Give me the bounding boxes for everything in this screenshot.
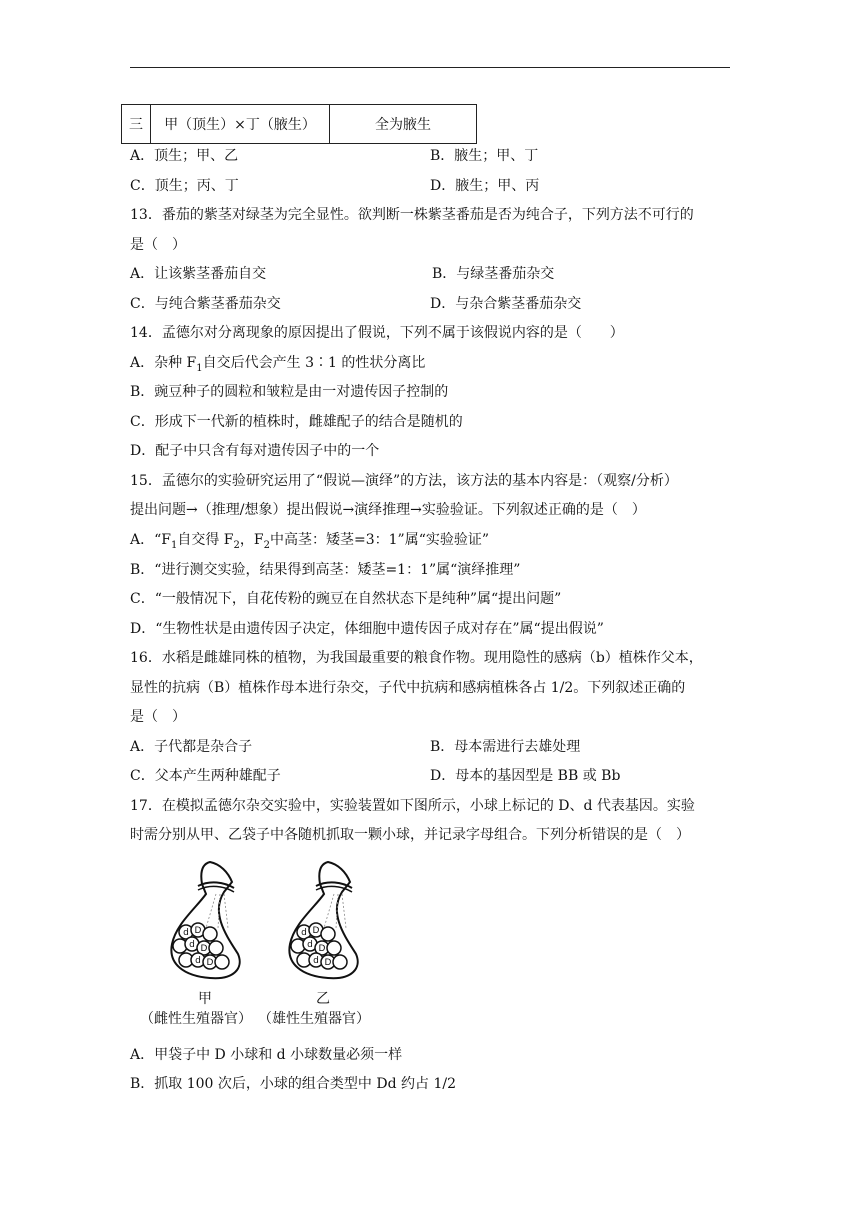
bag-jia-label: 甲 (198, 991, 212, 1007)
option-16d: D．母本的基因型是 BB 或 Bb (430, 768, 621, 784)
svg-text:d: d (313, 956, 319, 966)
option-14c: C．形成下一代新的植株时，雌雄配子的结合是随机的 (130, 414, 463, 430)
option-15d: D．“生物性状是由遗传因子决定，体细胞中遗传因子成对存在”属“提出假说” (130, 621, 604, 637)
svg-text:D: D (194, 926, 202, 936)
table-cell-num: 三 (122, 105, 151, 144)
bag-yi-icon (289, 862, 357, 978)
question-17-stem-cont: 时需分别从甲、乙袋子中各随机抓取一颗小球，并记录字母组合。下列分析错误的是（ ） (130, 827, 690, 843)
svg-text:d: d (189, 940, 195, 950)
option-13c: C．与纯合紫茎番茄杂交 (130, 296, 281, 312)
option-16c: C．父本产生两种雄配子 (130, 768, 281, 784)
question-16-stem: 16．水稻是雌雄同株的植物，为我国最重要的粮食作物。现用隐性的感病（b）植株作父本， (130, 650, 703, 666)
bag-yi-desc: （雄性生殖器官） (258, 1011, 370, 1027)
option-13a: A．让该紫茎番茄自交 (130, 266, 267, 282)
option-17a: A．甲袋子中 D 小球和 d 小球数量必须一样 (130, 1047, 403, 1063)
svg-text:D: D (318, 944, 326, 954)
option-16a: A．子代都是杂合子 (130, 739, 253, 755)
option-12a: A．顶生；甲、乙 (130, 148, 239, 164)
svg-text:d: d (195, 956, 201, 966)
option-12c: C．顶生；丙、丁 (130, 178, 239, 194)
question-15-stem-cont: 提出问题→（推理/想象）提出假说→演绎推理→实验验证。下列叙述正确的是（ ） (130, 502, 646, 518)
option-12b: B．腋生；甲、丁 (430, 148, 539, 164)
svg-text:d: d (301, 928, 307, 938)
option-14a: A．杂种 $F_1$自交后代会产生 3∶1 的性状分离比 (130, 355, 426, 374)
svg-text:d: d (307, 940, 313, 950)
option-12d: D．腋生；甲、丙 (430, 178, 540, 194)
svg-text:D: D (324, 958, 332, 968)
table-row (122, 105, 477, 144)
bag-jia-desc: （雌性生殖器官） (140, 1011, 252, 1027)
cross-table (121, 104, 477, 144)
question-15-stem: 15．孟德尔的实验研究运用了“假说—演绎”的方法，该方法的基本内容是：（观察/分析） (130, 473, 678, 489)
option-15b: B．“进行测交实验，结果得到高茎：矮茎=1：1”属“演绎推理” (130, 562, 521, 578)
option-15c: C．“一般情况下，自花传粉的豌豆在自然状态下是纯种”属“提出问题” (130, 591, 562, 607)
question-17-stem: 17．在模拟孟德尔杂交实验中，实验装置如下图所示，小球上标记的 D、d 代表基因。实验 (130, 798, 695, 814)
option-16b: B．母本需进行去雄处理 (430, 739, 581, 755)
bags-figure (140, 858, 390, 1028)
option-17b: B．抓取 100 次后，小球的组合类型中 Dd 约占 1/2 (130, 1076, 456, 1092)
question-13-stem-cont: 是（ ） (130, 237, 186, 253)
option-15a: A．“$F_1$自交得 $F_2$，$F_2$中高茎：矮茎=3：1”属“实验验证” (130, 532, 490, 551)
option-13d: D．与杂合紫茎番茄杂交 (430, 296, 582, 312)
question-13-stem: 13．番茄的紫茎对绿茎为完全显性。欲判断一株紫茎番茄是否为纯合子，下列方法不可行的 (130, 207, 694, 223)
svg-text:d: d (183, 928, 189, 938)
bag-yi-label: 乙 (316, 991, 330, 1007)
option-13b: B．与绿茎番茄杂交 (432, 266, 555, 282)
table-cell-cross: 甲（顶生）×丁（腋生） (151, 105, 330, 144)
question-16-stem-cont: 显性的抗病（B）植株作母本进行杂交，子代中抗病和感病植株各占 1/2。下列叙述正确的 (130, 680, 686, 696)
svg-text:D: D (312, 926, 320, 936)
option-14b: B．豌豆种子的圆粒和皱粒是由一对遗传因子控制的 (130, 384, 449, 400)
bags-illustration (140, 858, 390, 988)
question-14-stem: 14．孟德尔对分离现象的原因提出了假说，下列不属于该假说内容的是（ ） (130, 325, 624, 341)
question-16-stem-end: 是（ ） (130, 709, 186, 725)
table-cell-result: 全为腋生 (330, 105, 477, 144)
svg-text:D: D (206, 958, 214, 968)
svg-text:D: D (200, 944, 208, 954)
header-rule (130, 67, 730, 68)
option-14d: D．配子中只含有每对遗传因子中的一个 (130, 443, 380, 459)
bag-jia-icon (171, 862, 239, 978)
